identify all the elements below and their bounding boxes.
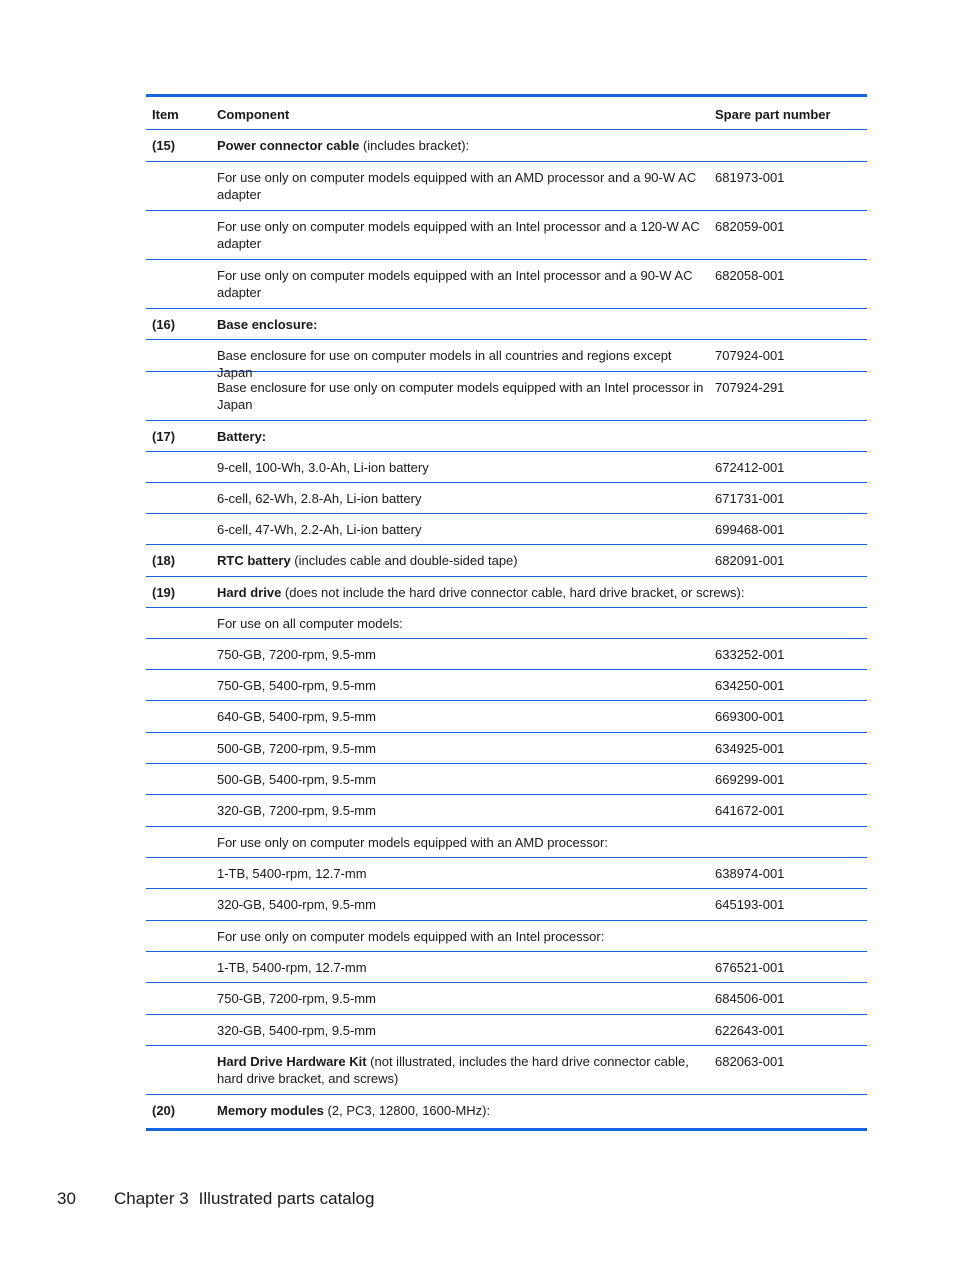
component-name: RTC battery <box>217 553 291 568</box>
table-row <box>146 452 867 483</box>
component-description <box>217 990 714 1007</box>
component-detail: (includes cable and double-sided tape) <box>290 553 518 568</box>
component-description <box>217 834 714 851</box>
spare-part-number: 682058-001 <box>715 268 785 283</box>
component-name: Base enclosure: <box>217 317 318 332</box>
component-detail: 6-cell, 62-Wh, 2.8-Ah, Li-ion battery <box>217 491 422 506</box>
component-name: Hard drive <box>217 585 282 600</box>
component-detail: For use only on computer models equipped with an AMD processor: <box>217 835 608 850</box>
component-detail: 9-cell, 100-Wh, 3.0-Ah, Li-ion battery <box>217 460 429 475</box>
component-detail: (not illustrated, includes the hard drive connector cable, hard drive bracket, and screws) <box>217 1054 689 1086</box>
component-detail: 640-GB, 5400-rpm, 9.5-mm <box>217 709 376 724</box>
spare-part-number: 682063-001 <box>715 1054 785 1069</box>
spare-part-number: 699468-001 <box>715 522 785 537</box>
component-detail: 750-GB, 7200-rpm, 9.5-mm <box>217 991 376 1006</box>
component-name: Hard Drive Hardware Kit <box>217 1054 367 1069</box>
header-spare-part-number: Spare part number <box>715 107 831 122</box>
item-number: (20) <box>152 1103 176 1118</box>
component-description <box>217 584 867 601</box>
parts-table <box>146 94 867 1131</box>
component-detail: Base enclosure for use on computer models in all countries and regions except Japan <box>217 348 672 380</box>
component-detail: For use on all computer models: <box>217 616 403 631</box>
component-detail: 320-GB, 5400-rpm, 9.5-mm <box>217 1023 376 1038</box>
component-description <box>217 771 714 788</box>
component-detail: Base enclosure for use only on computer models equipped with an Intel processor in Japan <box>217 380 704 412</box>
component-description <box>217 928 714 945</box>
table-row <box>146 670 867 701</box>
component-description <box>217 1102 714 1119</box>
table-row <box>146 577 867 608</box>
spare-part-number: 669300-001 <box>715 709 785 724</box>
spare-part-number: 707924-291 <box>715 380 785 395</box>
component-description <box>217 316 714 333</box>
table-row <box>146 1095 867 1128</box>
table-row <box>146 1015 867 1046</box>
component-description <box>217 708 714 725</box>
spare-part-number: 707924-001 <box>715 348 785 363</box>
component-description <box>217 347 714 381</box>
spare-part-number: 672412-001 <box>715 460 785 475</box>
component-detail: 500-GB, 7200-rpm, 9.5-mm <box>217 741 376 756</box>
component-detail: (2, PC3, 12800, 1600-MHz): <box>323 1103 491 1118</box>
component-detail: For use only on computer models equipped with an Intel processor and a 90-W AC adapter <box>217 268 693 300</box>
component-description <box>217 615 714 632</box>
component-description <box>217 646 714 663</box>
spare-part-number: 645193-001 <box>715 897 785 912</box>
spare-part-number: 684506-001 <box>715 991 785 1006</box>
page-number: 30 <box>57 1189 76 1208</box>
table-row <box>146 421 867 452</box>
table-row <box>146 764 867 795</box>
item-number: (16) <box>152 317 176 332</box>
table-row <box>146 983 867 1015</box>
component-detail: 320-GB, 7200-rpm, 9.5-mm <box>217 803 376 818</box>
table-row <box>146 514 867 545</box>
component-detail: 1-TB, 5400-rpm, 12.7-mm <box>217 960 367 975</box>
table-row <box>146 889 867 921</box>
component-description <box>217 428 714 445</box>
table-row <box>146 701 867 733</box>
item-number: (17) <box>152 429 176 444</box>
component-detail: For use only on computer models equipped with an Intel processor and a 120-W AC adapter <box>217 219 700 251</box>
component-detail: For use only on computer models equipped with an AMD processor and a 90-W AC adapter <box>217 170 697 202</box>
spare-part-number: 633252-001 <box>715 647 785 662</box>
spare-part-number: 681973-001 <box>715 170 785 185</box>
component-description <box>217 459 714 476</box>
table-row <box>146 608 867 639</box>
component-description <box>217 137 714 154</box>
table-row <box>146 162 867 211</box>
spare-part-number: 638974-001 <box>715 866 785 881</box>
component-name: Memory modules <box>217 1103 324 1118</box>
table-row <box>146 827 867 858</box>
component-description <box>217 490 714 507</box>
item-number: (15) <box>152 138 176 153</box>
table-row <box>146 260 867 309</box>
spare-part-number: 634250-001 <box>715 678 785 693</box>
component-description <box>217 169 714 203</box>
component-description <box>217 802 714 819</box>
component-description <box>217 1022 714 1039</box>
table-row <box>146 340 867 380</box>
table-header <box>146 97 867 130</box>
spare-part-number: 671731-001 <box>715 491 785 506</box>
table-row <box>146 639 867 670</box>
component-name: Battery: <box>217 429 267 444</box>
component-detail: 500-GB, 5400-rpm, 9.5-mm <box>217 772 376 787</box>
spare-part-number: 682091-001 <box>715 553 785 568</box>
spare-part-number: 622643-001 <box>715 1023 785 1038</box>
table-row <box>146 309 867 340</box>
table-row <box>146 483 867 514</box>
component-description <box>217 896 714 913</box>
component-detail: 6-cell, 47-Wh, 2.2-Ah, Li-ion battery <box>217 522 422 537</box>
table-row <box>146 795 867 827</box>
spare-part-number: 669299-001 <box>715 772 785 787</box>
component-description <box>217 521 714 538</box>
component-description <box>217 218 714 252</box>
component-detail: 320-GB, 5400-rpm, 9.5-mm <box>217 897 376 912</box>
component-detail: For use only on computer models equipped with an Intel processor: <box>217 929 605 944</box>
component-description <box>217 379 714 413</box>
table-row <box>146 1046 867 1095</box>
spare-part-number: 641672-001 <box>715 803 785 818</box>
table-row <box>146 372 867 421</box>
chapter-label: Chapter 3 <box>114 1189 189 1208</box>
spare-part-number: 682059-001 <box>715 219 785 234</box>
table-row <box>146 858 867 889</box>
header-item: Item <box>152 107 179 122</box>
component-name: Power connector cable <box>217 138 360 153</box>
table-row <box>146 545 867 577</box>
spare-part-number: 634925-001 <box>715 741 785 756</box>
component-description <box>217 865 714 882</box>
component-description <box>217 959 714 976</box>
component-description <box>217 677 714 694</box>
table-row <box>146 130 867 162</box>
component-description <box>217 267 714 301</box>
component-detail: 750-GB, 7200-rpm, 9.5-mm <box>217 647 376 662</box>
header-component: Component <box>217 107 290 122</box>
table-row <box>146 952 867 983</box>
component-description <box>217 740 714 757</box>
component-detail: (does not include the hard drive connector cable, hard drive bracket, or screws): <box>281 585 745 600</box>
table-body <box>146 130 867 1128</box>
table-row <box>146 921 867 952</box>
chapter-title: Illustrated parts catalog <box>198 1189 375 1208</box>
item-number: (18) <box>152 553 176 568</box>
component-detail: (includes bracket): <box>359 138 470 153</box>
component-description <box>217 552 714 569</box>
spare-part-number: 676521-001 <box>715 960 785 975</box>
component-detail: 1-TB, 5400-rpm, 12.7-mm <box>217 866 367 881</box>
table-row <box>146 733 867 764</box>
component-detail: 750-GB, 5400-rpm, 9.5-mm <box>217 678 376 693</box>
page-footer <box>57 1189 374 1209</box>
component-description <box>217 1053 714 1087</box>
table-row <box>146 211 867 260</box>
item-number: (19) <box>152 585 176 600</box>
